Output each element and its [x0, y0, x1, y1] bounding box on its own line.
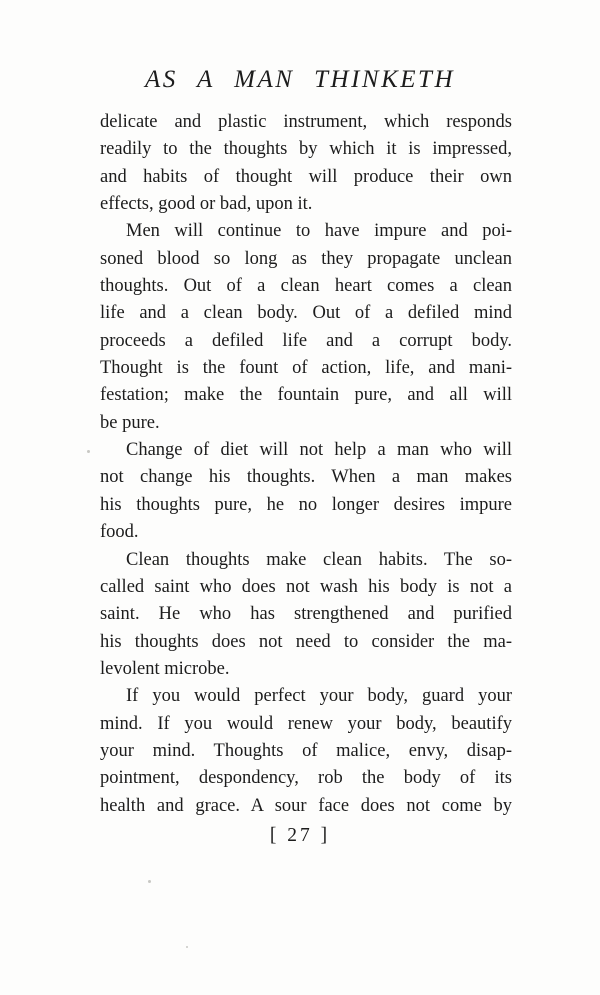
- text-line: your mind. Thoughts of malice, envy, disap-: [100, 740, 512, 761]
- text-line: his thoughts pure, he no longer desires impure: [100, 494, 512, 515]
- text-line: festation; make the fountain pure, and all will: [100, 385, 512, 406]
- text-line: readily to the thoughts by which it is impressed,: [100, 139, 512, 160]
- text-line: not change his thoughts. When a man makes: [100, 467, 512, 488]
- text-line: Change of diet will not help a man who will: [126, 440, 512, 461]
- text-line: food.: [100, 522, 139, 543]
- text-line: soned blood so long as they propagate unclean: [100, 248, 512, 269]
- running-head: AS A MAN THINKETH: [144, 66, 456, 93]
- scan-speck: [186, 946, 188, 948]
- text-line: called saint who does not wash his body is not a: [100, 576, 512, 597]
- text-line: Men will continue to have impure and poi-: [126, 221, 512, 242]
- text-block: [100, 109, 512, 820]
- text-line: and habits of thought will produce their own: [100, 166, 512, 187]
- text-line: proceeds a defiled life and a corrupt body.: [100, 330, 512, 351]
- text-line: saint. He who has strengthened and purified: [100, 604, 512, 625]
- page-number: [ 27 ]: [269, 825, 331, 846]
- text-line: pointment, despondency, rob the body of its: [100, 768, 512, 789]
- text-line: health and grace. A sour face does not come by: [100, 795, 512, 816]
- text-line: life and a clean body. Out of a defiled mind: [100, 303, 512, 324]
- text-line: Thought is the fount of action, life, and mani-: [100, 358, 512, 379]
- text-line: Clean thoughts make clean habits. The so-: [126, 549, 512, 570]
- text-line: levolent microbe.: [100, 658, 230, 679]
- text-line: thoughts. Out of a clean heart comes a clean: [100, 276, 512, 297]
- text-line: delicate and plastic instrument, which responds: [100, 112, 512, 132]
- text-line: effects, good or bad, upon it.: [100, 194, 313, 215]
- text-line: mind. If you would renew your body, beautify: [100, 713, 512, 734]
- text-line: If you would perfect your body, guard your: [126, 686, 512, 707]
- text-line: be pure.: [100, 412, 160, 433]
- scan-speck: [148, 880, 151, 883]
- text-line: his thoughts does not need to consider the ma-: [100, 631, 512, 652]
- scan-speck: [87, 450, 90, 453]
